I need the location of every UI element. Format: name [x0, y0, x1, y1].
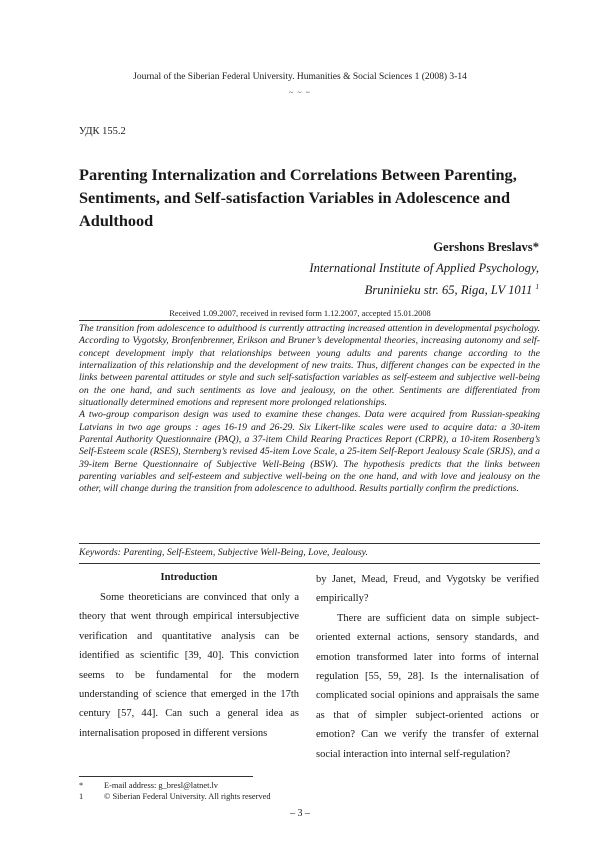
udk-code: УДК 155.2 [79, 126, 126, 137]
affiliation-address: Bruninieku str. 65, Riga, LV 1011 [364, 283, 533, 298]
footnote-text: E-mail address: g_bresl@latnet.lv [104, 781, 218, 790]
footnote-email [79, 781, 218, 790]
body-paragraph: Some theoreticians are convinced that only a theory that went through empirical intersubjective verification and quantitative analysis can be identified as scientific [39, 40]. This conviction seems to be fundamental for the modern understanding of science that emerged in the 17th century [57, 44]. Can such a general idea as internalisation proposed in different versions [79, 592, 299, 739]
footnote-mark: * [79, 781, 84, 790]
abstract-paragraph-2: A two-group comparison design was used to examine these changes. Data were acquired from Russian-speaking Latvians in two age groups : ages 16-19 and 26-29. Six Likert-like scales were used to acquire data: a 30-item Parental Authority Questionnaire (PAQ), a 37-item Child Rearing Practices Report (CRPR), a 10-item Rosenberg’s Self-Esteem scale (RSES), Sternberg’s revised 45-item Love Scale, a 25-item Self-Report Jealousy Scale (SRJS), and a 39-item Berne Questionnaire of Subjective Well-Being (BSW). The hypothesis predicts that the links between parenting variables and self-esteem and subjective well-being on the one hand, and with love and jealousy on the other, will change during the transition from adolescence to adulthood. Results partially confirm the predictions. [79, 409, 540, 495]
section-heading-introduction: Introduction [160, 572, 218, 583]
abstract-top-rule [79, 320, 540, 321]
received-dates: Received 1.09.2007, received in revised form 1.12.2007, accepted 15.01.2008 [169, 309, 431, 318]
keywords: Keywords: Parenting, Self-Esteem, Subjective Well-Being, Love, Jealousy. [79, 547, 368, 558]
affiliation-footnote-mark: 1 [535, 283, 539, 291]
abstract-paragraph-1: The transition from adolescence to adulthood is currently attracting increased attention in developmental psychology. According to Vygotsky, Bronfenbrenner, Erikson and Bruner’s developmental theories, increasing autonomy and self-concept development imply that relationships between young adults and parents change according to the internalization of this relationship and the development of new traits. Thus, different changes can be expected in the links between parental attitudes or style and such self-satisfaction variables as self-esteem and subjective well-being on the one hand, and such sentiments as love and jealousy, on the other. Sentiments are differentiated from situationally determined emotions and represent more prolonged relationships. [79, 323, 540, 409]
abstract-bottom-rule [79, 543, 540, 544]
affiliation-line-2 [309, 278, 539, 300]
header-ornament: ~ ~ ~ [289, 88, 311, 97]
body-column-right [316, 570, 539, 764]
author-affiliation [309, 259, 539, 300]
page-number: – 3 – [290, 808, 310, 819]
body-column-left [79, 570, 299, 743]
footnote-text: © Siberian Federal University. All rights reserved [104, 792, 271, 801]
footnote-copyright [79, 792, 271, 801]
paper-title: Parenting Internalization and Correlations Between Parenting, Sentiments, and Self-satisfaction Variables in Adolescence and Adulthood [79, 165, 517, 230]
journal-header: Journal of the Siberian Federal University. Humanities & Social Sciences 1 (2008) 3-14 [133, 72, 467, 82]
keywords-rule [79, 563, 540, 564]
abstract [79, 323, 540, 496]
body-paragraph: There are sufficient data on simple subject-oriented external actions, sensory standards, and emotion transformed later into forms of internal regulation [55, 59, 28]. Is the internalisation of complicated social opinions and appraisals the same as that of simpler subject-oriented actions or emotion? Can we verify the transfer of external social interaction into internal self-regulation? [316, 612, 539, 760]
footnote-rule [79, 776, 253, 777]
affiliation-line-1: International Institute of Applied Psychology, [309, 261, 539, 275]
author-name: Gershons Breslavs* [433, 240, 539, 254]
footnote-mark: 1 [79, 792, 84, 801]
body-paragraph: by Janet, Mead, Freud, and Vygotsky be verified empirically? [316, 574, 539, 605]
